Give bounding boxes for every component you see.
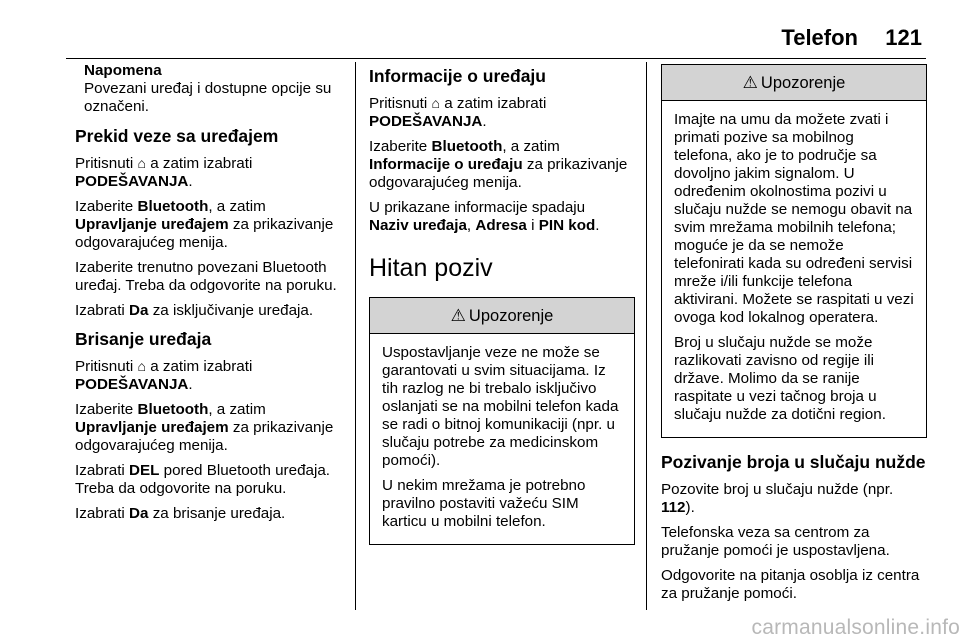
- paragraph: Izaberite trenutno povezani Bluetooth uređaj. Treba da odgovorite na poruku.: [75, 259, 337, 294]
- paragraph: Izaberite Bluetooth, a zatim Informacije o uređaju za prikazivanje odgovarajućeg menija.: [369, 138, 628, 191]
- paragraph: Uspostavljanje veze ne može se garantovati u svim situacijama. Iz tih razlog ne bi trebalo isključivo oslanjati se na mobilni telefon kada se radi o bitnoj komunikaciji (npr. u slučaju potrebe za medicinskom pomoći).: [382, 344, 619, 469]
- watermark: carmanualsonline.info: [751, 616, 960, 639]
- section-title: Informacije o uređaju: [369, 66, 546, 86]
- column-divider-1: [355, 62, 356, 610]
- section-title: Prekid veze sa uređajem: [75, 126, 279, 146]
- warning-header: [370, 298, 634, 334]
- warning-body: [662, 101, 926, 437]
- section-title: Brisanje uređaja: [75, 329, 212, 349]
- paragraph: Pritisnuti ⌂ a zatim izabrati PODEŠAVANJA.: [75, 155, 253, 190]
- chapter-title: Hitan poziv: [369, 254, 493, 282]
- paragraph: Telefonska veza sa centrom za pružanje pomoći je uspostavljena.: [661, 524, 890, 559]
- warning-triangle-icon: ⚠: [742, 72, 758, 92]
- home-icon: ⌂: [137, 358, 146, 374]
- paragraph: U nekim mrežama je potrebno pravilno postaviti važeću SIM karticu u mobilni telefon.: [382, 477, 586, 530]
- warning-header: [662, 65, 926, 101]
- note-text: Povezani uređaj i dostupne opcije su označeni.: [84, 80, 332, 115]
- paragraph: Izabrati Da za isključivanje uređaja.: [75, 302, 314, 319]
- paragraph: Pritisnuti ⌂ a zatim izabrati PODEŠAVANJA.: [369, 95, 547, 130]
- page-header: [0, 25, 960, 55]
- warning-triangle-icon: ⚠: [450, 305, 466, 325]
- section-title: Pozivanje broja u slučaju nužde: [661, 452, 926, 472]
- warning-title: Upozorenje: [468, 306, 554, 325]
- paragraph: U prikazane informacije spadaju Naziv uređaja, Adresa i PIN kod.: [369, 199, 600, 234]
- column-1: [75, 62, 347, 530]
- home-icon: ⌂: [431, 95, 440, 111]
- paragraph: Izaberite Bluetooth, a zatim Upravljanje uređajem za prikazivanje odgovarajućeg menija.: [75, 401, 334, 454]
- paragraph: Izabrati Da za brisanje uređaja.: [75, 505, 286, 522]
- warning-box: [661, 64, 927, 438]
- note-block: [75, 62, 347, 116]
- warning-title: Upozorenje: [760, 73, 846, 92]
- header-rule: [66, 58, 926, 59]
- paragraph: Broj u slučaju nužde se može razlikovati zavisno od regije ili države. Molimo da se ranije raspitate u vezi tačnog broja u slučaju nužde za dotični region.: [674, 334, 886, 423]
- paragraph: Izaberite Bluetooth, a zatim Upravljanje uređajem za prikazivanje odgovarajućeg menija.: [75, 198, 334, 251]
- paragraph: Pozovite broj u slučaju nužde (npr. 112).: [661, 481, 894, 516]
- warning-body: [370, 334, 634, 544]
- column-3: [661, 62, 927, 610]
- warning-box: [369, 297, 635, 545]
- page-number: 121: [885, 25, 922, 50]
- note-title: Napomena: [84, 62, 162, 79]
- paragraph: Imajte na umu da možete zvati i primati pozive sa mobilnog telefona, ako je to područje sa dovoljno jakim signalom. U određenim okolnostima pozivi u slučaju nužde se nemogu obavit na svim mrežama mobilnih telefona; moguće je da se nemože telefonirati kada su određeni servisi mreže i/ili funkcije telefona aktivirani. Možete se raspitati u vezi ovoga kod lokalnog operatera.: [674, 111, 914, 326]
- column-2: [369, 62, 635, 545]
- column-divider-2: [646, 62, 647, 610]
- paragraph: Pritisnuti ⌂ a zatim izabrati PODEŠAVANJA.: [75, 358, 253, 393]
- paragraph: Odgovorite na pitanja osoblja iz centra za pružanje pomoći.: [661, 567, 920, 602]
- paragraph: Izabrati DEL pored Bluetooth uređaja. Treba da odgovorite na poruku.: [75, 462, 330, 497]
- home-icon: ⌂: [137, 155, 146, 171]
- page-title: Telefon: [781, 25, 858, 50]
